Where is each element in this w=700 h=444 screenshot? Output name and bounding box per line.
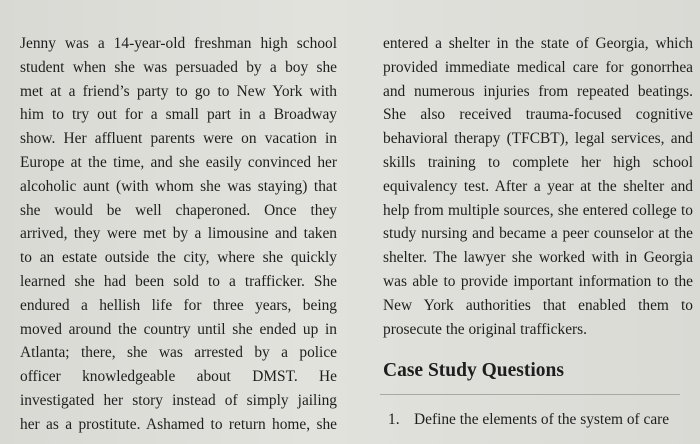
text-line: New York authorities that enabled them to <box>383 296 693 314</box>
text-line: and numerous injuries from repeated beatings. <box>383 82 693 100</box>
text-line: help from multiple sources, she entered college to <box>383 201 693 219</box>
text-line: behavioral therapy (TFCBT), legal services, and <box>383 130 693 148</box>
text-line: student when she was persuaded by a boy she <box>20 58 337 76</box>
text-line: equivalency test. After a year at the shelter and <box>383 177 693 195</box>
text-line: skills training to complete her high school <box>383 153 693 171</box>
case-study-heading: Case Study Questions <box>383 360 564 381</box>
text-line: Europe at the time, and she easily convinced her <box>20 153 337 171</box>
text-line: him to try out for a small part in a Broadway <box>20 106 337 124</box>
text-line: show. Her affluent parents were on vacation in <box>20 130 337 148</box>
text-line: arrived, they were met by a limousine and taken <box>20 225 337 243</box>
text-line: learned she had been sold to a trafficker. She <box>20 272 337 290</box>
text-line: moved around the country until she ended up in <box>20 320 337 338</box>
question-item <box>388 408 669 432</box>
heading-divider <box>380 394 680 395</box>
text-line: endured a hellish life for three years, being <box>20 296 337 314</box>
text-line: prosecute the original traffickers. <box>383 320 587 338</box>
text-line: to an estate outside the city, where she quickly <box>20 249 337 267</box>
text-line: officer knowledgeable about DMST. He <box>20 368 337 386</box>
right-text-column <box>383 32 693 341</box>
text-line: met at a friend’s party to go to New York with <box>20 82 337 100</box>
text-line: was able to provide important information to the <box>383 272 693 290</box>
text-line: entered a shelter in the state of Georgia, which <box>383 35 693 52</box>
text-line: study nursing and became a peer counselor at the <box>383 225 693 243</box>
text-line: Atlanta; there, she was arrested by a police <box>20 344 337 362</box>
text-line: She also received trauma-focused cognitive <box>383 106 693 124</box>
text-line: Jenny was a 14-year-old freshman high school <box>20 35 337 52</box>
text-line: she would be well chaperoned. Once they <box>20 201 337 219</box>
text-line: her as a prostitute. Ashamed to return home, she <box>20 415 337 433</box>
question-number: 1. <box>388 411 400 428</box>
text-line: shelter. The lawyer she worked with in Georgia <box>383 249 693 267</box>
text-line: provided immediate medical care for gonorrhea <box>383 58 693 76</box>
left-text-column <box>20 32 337 437</box>
text-line: alcoholic aunt (with whom she was staying) that <box>20 177 337 195</box>
text-line: investigated her story instead of simply jailing <box>20 391 337 409</box>
question-text: Define the elements of the system of care <box>414 411 670 428</box>
